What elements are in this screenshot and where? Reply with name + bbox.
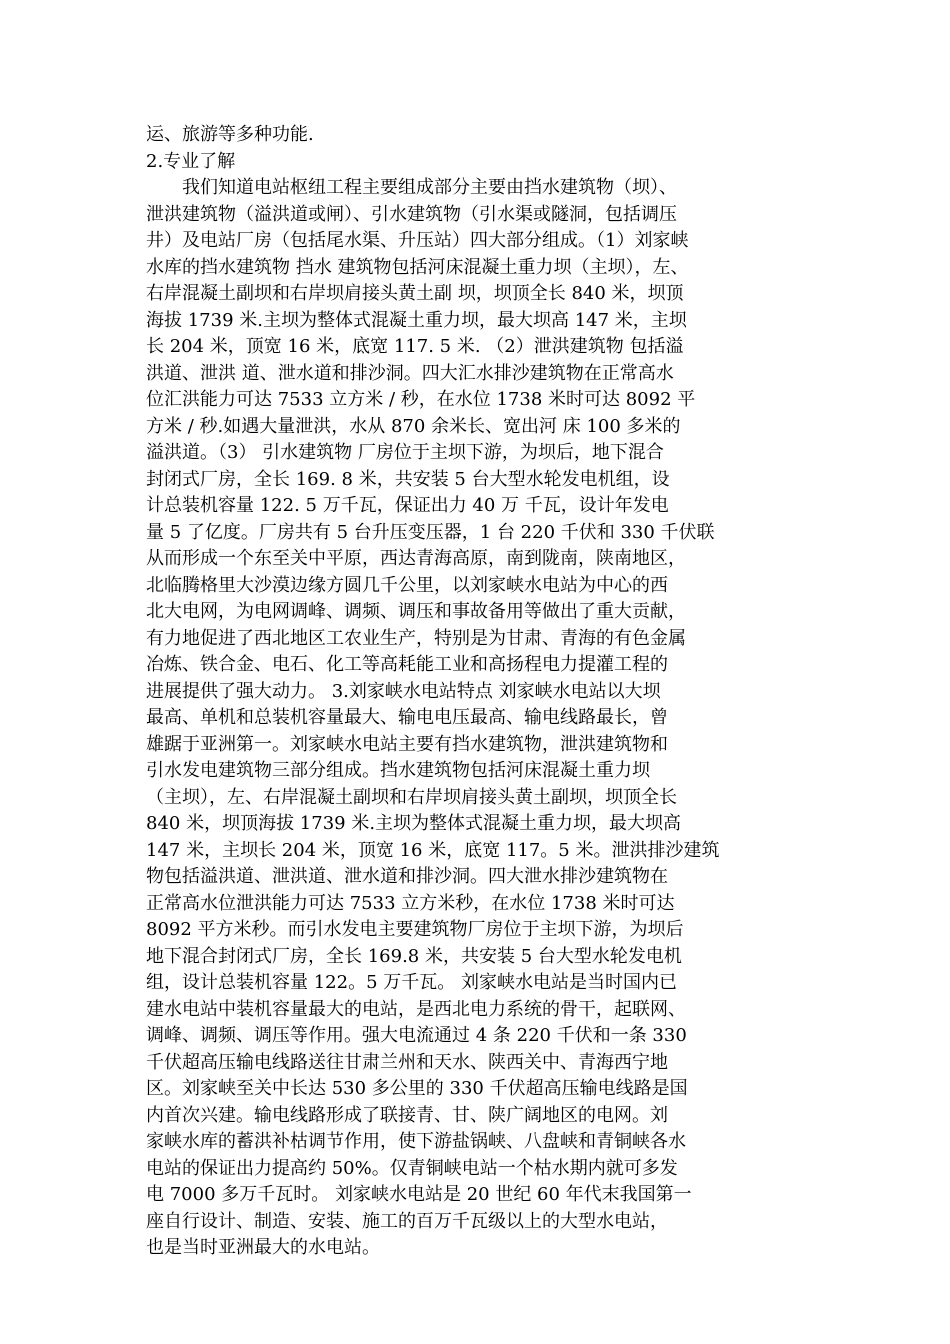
text-line: 座自行设计、制造、安装、施工的百万千瓦级以上的大型水电站，	[146, 1210, 668, 1232]
text-line: 电站的保证出力提高约 50%。仅青铜峡电站一个枯水期内就可多发	[146, 1157, 678, 1179]
text-line: 运、旅游等多种功能.	[146, 124, 314, 145]
text-line: （主坝），左、右岸混凝土副坝和右岸坝肩接头黄土副坝，坝顶全长	[146, 786, 677, 808]
text-line: 计总装机容量 122. 5 万千瓦，保证出力 40 万 千瓦，设计年发电	[146, 495, 669, 516]
text-line: 水库的挡水建筑物 挡水 建筑物包括河床混凝土重力坝（主坝），左、	[146, 256, 689, 278]
text-line: 引水发电建筑物三部分组成。挡水建筑物包括河床混凝土重力坝	[146, 760, 650, 781]
text-line: 也是当时亚洲最大的水电站。	[146, 1237, 380, 1258]
text-line: 正常高水位泄洪能力可达 7533 立方米秒，在水位 1738 米时可达	[146, 892, 675, 914]
text-line: 最高、单机和总装机容量最大、输电电压最高、输电线路最长，曾	[146, 707, 668, 728]
text-line: 千伏超高压输电线路送往甘肃兰州和天水、陕西关中、青海西宁地	[146, 1051, 668, 1073]
text-line: 封闭式厂房，全长 169. 8 米，共安装 5 台大型水轮发电机组，设	[146, 468, 670, 490]
text-line: 区。刘家峡至关中长达 530 多公里的 330 千伏超高压输电线路是国	[146, 1078, 688, 1099]
text-line: 建水电站中装机容量最大的电站，是西北电力系统的骨干，起联网、	[146, 998, 686, 1020]
text-line: 泄洪建筑物（溢洪道或闸）、引水建筑物（引水渠或隧洞，包括调压	[146, 203, 677, 225]
text-line: 井）及电站厂房（包括尾水渠、升压站）四大部分组成。（1）刘家峡	[146, 230, 689, 251]
text-line: 内首次兴建。输电线路形成了联接青、甘、陕广阔地区的电网。刘	[146, 1104, 668, 1126]
text-line: 840 米，坝顶海拔 1739 米.主坝为整体式混凝土重力坝，最大坝高	[146, 813, 682, 834]
text-line: 地下混合封闭式厂房，全长 169.8 米，共安装 5 台大型水轮发电机	[146, 945, 682, 967]
text-line: 147 米，主坝长 204 米，顶宽 16 米，底宽 117。5 米。泄洪排沙建筑	[146, 839, 720, 861]
body-text	[146, 122, 836, 1262]
text-line: 北大电网，为电网调峰、调频、调压和事故备用等做出了重大贡献，	[146, 601, 686, 622]
text-line: 我们知道电站枢纽工程主要组成部分主要由挡水建筑物（坝）、	[146, 177, 677, 198]
text-line: 方米 / 秒.如遇大量泄洪，水从 870 余米长、宽出河 床 100 多米的	[146, 415, 681, 437]
text-line: 进展提供了强大动力。 3.刘家峡水电站特点 刘家峡水电站以大坝	[146, 680, 661, 702]
text-line: 家峡水库的蓄洪补枯调节作用，使下游盐锅峡、八盘峡和青铜峡各水	[146, 1131, 686, 1152]
text-line: 右岸混凝土副坝和右岸坝肩接头黄土副 坝，坝顶全长 840 米，坝顶	[146, 283, 684, 304]
section-heading: 2.专业了解	[146, 150, 236, 172]
text-line: 长 204 米，顶宽 16 米，底宽 117. 5 米. （2）泄洪建筑物 包括溢	[146, 336, 684, 357]
text-line: 物包括溢洪道、泄洪道、泄水道和排沙洞。四大泄水排沙建筑物在	[146, 866, 668, 887]
text-line: 8092 平方米秒。而引水发电主要建筑物厂房位于主坝下游，为坝后	[146, 919, 684, 940]
text-line: 量 5 了亿度。厂房共有 5 台升压变压器，1 台 220 千伏和 330 千伏联	[146, 521, 715, 543]
text-line: 位汇洪能力可达 7533 立方米 / 秒，在水位 1738 米时可达 8092 平	[146, 389, 696, 410]
text-line: 有力地促进了西北地区工农业生产，特别是为甘肃、青海的有色金属	[146, 627, 686, 649]
text-line: 电 7000 多万千瓦时。 刘家峡水电站是 20 世纪 60 年代末我国第一	[146, 1184, 692, 1205]
text-line: 洪道、泄洪 道、泄水道和排沙洞。四大汇水排沙建筑物在正常高水	[146, 362, 674, 384]
text-line: 组，设计总装机容量 122。5 万千瓦。 刘家峡水电站是当时国内已	[146, 972, 677, 993]
text-line: 溢洪道。（3） 引水建筑物 厂房位于主坝下游，为坝后，地下混合	[146, 442, 664, 463]
text-line: 调峰、调频、调压等作用。强大电流通过 4 条 220 千伏和一条 330	[146, 1025, 687, 1046]
text-line: 雄踞于亚洲第一。刘家峡水电站主要有挡水建筑物，泄洪建筑物和	[146, 733, 668, 755]
text-line: 北临腾格里大沙漠边缘方圆几千公里，以刘家峡水电站为中心的西	[146, 574, 668, 596]
text-line: 从而形成一个东至关中平原，西达青海高原，南到陇南，陕南地区，	[146, 548, 686, 569]
text-line: 冶炼、铁合金、电石、化工等高耗能工业和高扬程电力提灌工程的	[146, 654, 668, 675]
text-line: 海拔 1739 米.主坝为整体式混凝土重力坝，最大坝高 147 米，主坝	[146, 309, 687, 331]
